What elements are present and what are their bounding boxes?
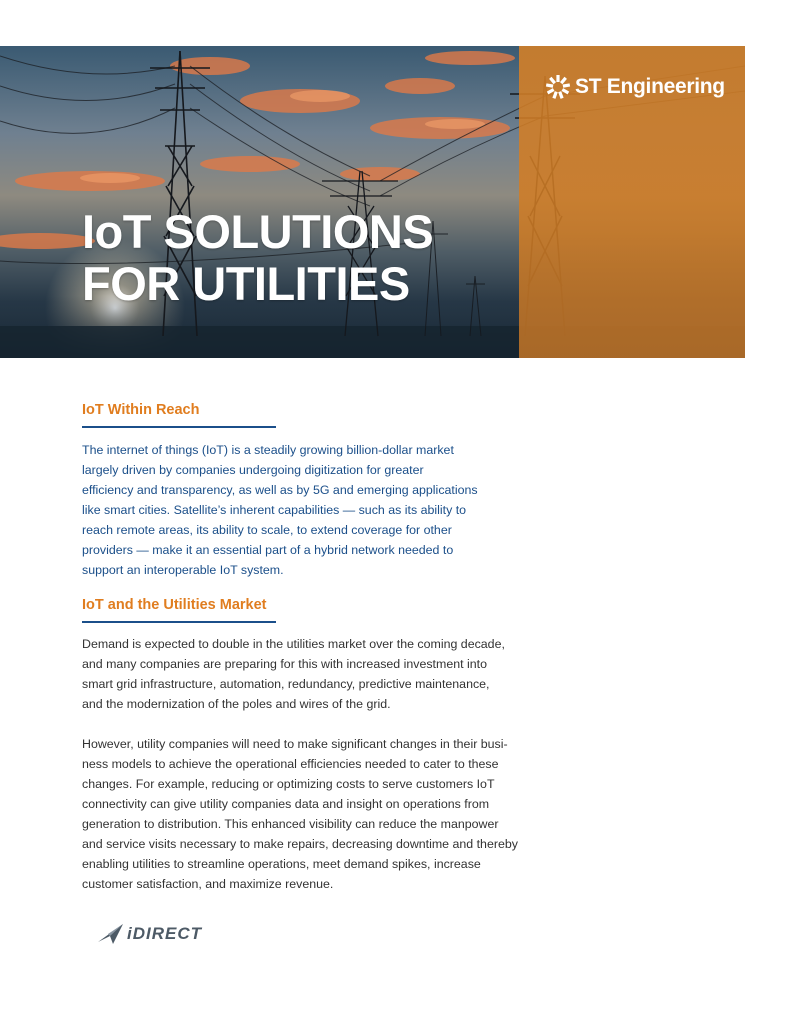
text-line: customer satisfaction, and maximize revenue. (82, 877, 334, 891)
text-line: and the modernization of the poles and wires of the grid. (82, 697, 391, 711)
text-line: Demand is expected to double in the utilities market over the coming decade, (82, 637, 505, 651)
section-heading-underline (82, 621, 276, 623)
brand-name: ST Engineering (575, 75, 725, 98)
text-line: providers — make it an essential part of a hybrid network needed to (82, 543, 454, 557)
section-heading-iot-within-reach: IoT Within Reach (82, 402, 200, 418)
text-line: reach remote areas, its ability to scale, to extend coverage for other (82, 523, 452, 537)
st-engineering-logo (545, 74, 725, 100)
text-line: generation to distribution. This enhanced visibility can reduce the manpower (82, 817, 499, 831)
page-title (82, 206, 433, 310)
text-line: support an interoperable IoT system. (82, 563, 284, 577)
text-line: connectivity can give utility companies data and insight on operations from (82, 797, 490, 811)
text-line: and many companies are preparing for this with increased investment into (82, 657, 487, 671)
text-line: efficiency and transparency, as well as by 5G and emerging applications (82, 483, 478, 497)
text-line: ness models to achieve the operational efficiencies needed to cater to these (82, 757, 499, 771)
text-line: changes. For example, reducing or optimizing costs to serve customers IoT (82, 777, 495, 791)
section-heading-utilities-market: IoT and the Utilities Market (82, 597, 267, 613)
body-paragraph-2 (82, 734, 518, 894)
text-line: The internet of things (IoT) is a steadily growing billion-dollar market (82, 443, 454, 457)
sunburst-logo-icon (545, 74, 571, 100)
title-line-2: FOR UTILITIES (82, 257, 410, 310)
text-line: smart grid infrastructure, automation, redundancy, predictive maintenance, (82, 677, 490, 691)
text-line: However, utility companies will need to make significant changes in their busi- (82, 737, 508, 751)
body-paragraph-1 (82, 634, 505, 714)
text-line: like smart cities. Satellite’s inherent capabilities — such as its ability to (82, 503, 467, 517)
text-line: enabling utilities to streamline operations, meet demand spikes, increase (82, 857, 481, 871)
intro-paragraph (82, 440, 502, 580)
section-heading-underline (82, 426, 276, 428)
text-line: largely driven by companies undergoing digitization for greater (82, 463, 424, 477)
idirect-wordmark: iDIRECT (127, 924, 202, 943)
title-line-1: IoT SOLUTIONS (82, 205, 434, 258)
hero-banner (0, 46, 745, 358)
text-line: and service visits necessary to make repairs, decreasing downtime and thereby (82, 837, 518, 851)
idirect-logo (97, 922, 202, 946)
idirect-swoosh-icon (97, 922, 125, 946)
